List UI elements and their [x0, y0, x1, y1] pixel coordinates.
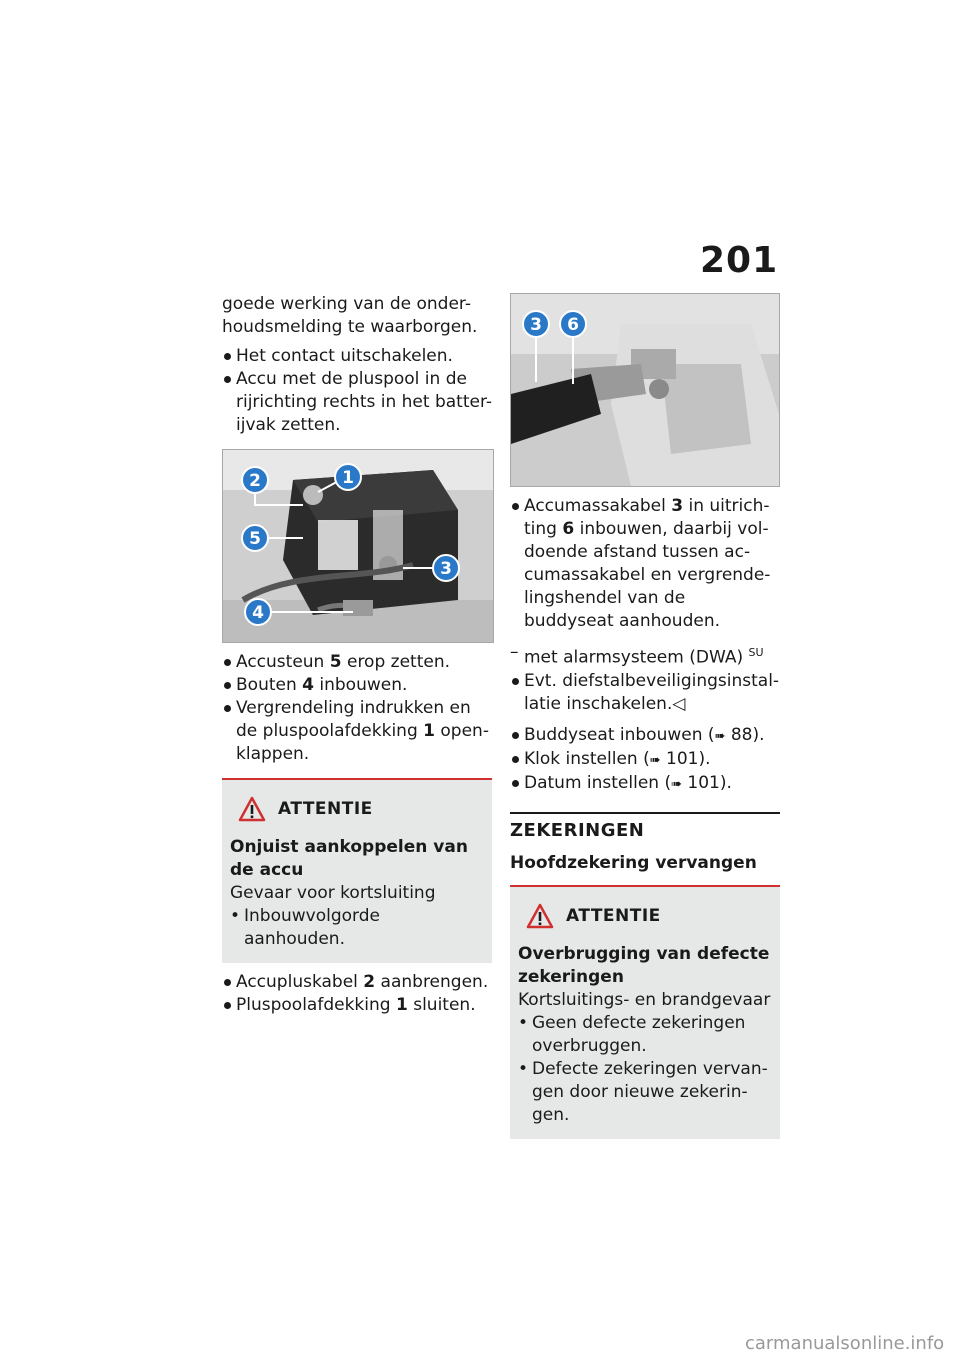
section-subtitle: Hoofdzekering vervangen	[510, 852, 757, 873]
ref-clock[interactable]: Klok instellen (➠ 101).	[510, 748, 780, 772]
right-column	[510, 293, 780, 1139]
warning-subtitle: Overbrugging van defecte zekeringen	[518, 943, 770, 987]
ref-buddyseat[interactable]: Buddyseat inbouwen (➠ 88).	[510, 724, 780, 748]
section-title: ZEKERINGEN	[510, 812, 780, 841]
warning-box-battery	[222, 778, 492, 963]
ground-cable-photo	[510, 293, 780, 487]
callout-1: 1	[342, 468, 354, 488]
ref-date[interactable]: Datum instellen (➠ 101).	[510, 772, 780, 796]
warning-bullet: • Defecte zekeringen vervan- gen door nieuwe zekerin- gen.	[518, 1058, 772, 1127]
warning-text: Kortsluitings- en brandgevaar	[518, 989, 771, 1010]
callout-4: 4	[252, 603, 264, 623]
callout-6: 6	[567, 315, 579, 335]
page-ref-arrow-icon: ➠	[714, 728, 726, 744]
warning-text: Gevaar voor kortsluiting	[230, 883, 436, 903]
page-ref-arrow-icon: ➠	[671, 776, 683, 792]
callout-5: 5	[249, 529, 261, 549]
warning-bullet: • Inbouwvolgorde aanhouden.	[230, 905, 484, 951]
step-contact: Het contact uitschakelen.	[222, 345, 492, 368]
watermark: carmanualsonline.info	[745, 1333, 945, 1354]
step-cover-close: Pluspoolafdekking 1 sluiten.	[222, 994, 492, 1017]
step-support: Accusteun 5 erop zetten.	[222, 651, 492, 674]
warning-triangle-icon	[238, 796, 266, 822]
alarm-condition: – met alarmsysteem (DWA) $^{SU}$	[510, 641, 780, 670]
warning-box-fuses	[510, 885, 780, 1139]
callout-3: 3	[530, 315, 542, 335]
end-mark: ◁	[672, 693, 686, 714]
step-bolts: Bouten 4 inbouwen.	[222, 674, 492, 697]
warning-subtitle: Onjuist aankoppelen van de accu	[230, 837, 468, 880]
warning-title: ATTENTIE	[566, 905, 661, 926]
page-number: 201	[700, 240, 779, 281]
page-ref-arrow-icon: ➠	[649, 752, 661, 768]
step-plus-cable: Accupluskabel 2 aanbrengen.	[222, 971, 492, 994]
warning-title: ATTENTIE	[278, 799, 373, 819]
warning-bullet: • Geen defecte zekeringen overbruggen.	[518, 1012, 772, 1058]
battery-photo	[222, 449, 494, 643]
callout-2: 2	[249, 471, 261, 491]
step-ground-cable: Accumassakabel 3 in uitrich- ting 6 inbouwen, daarbij vol- doende afstand tussen ac- cumassakabel en vergrende- lingshendel van de buddyseat aanhouden.	[510, 495, 780, 633]
intro-text: goede werking van de onder- houdsmelding te waarborgen.	[222, 294, 478, 337]
callout-3: 3	[440, 559, 452, 579]
step-battery-place: Accu met de pluspool in de rijrichting rechts in het batter- ijvak zetten.	[222, 368, 492, 437]
left-column	[222, 293, 492, 1017]
step-cover-open: Vergrendeling indrukken en de pluspoolafdekking 1 open- klappen.	[222, 697, 492, 766]
warning-triangle-icon	[526, 903, 554, 929]
step-anti-theft: Evt. diefstalbeveiligingsinstal- latie inschakelen.◁	[510, 670, 780, 716]
